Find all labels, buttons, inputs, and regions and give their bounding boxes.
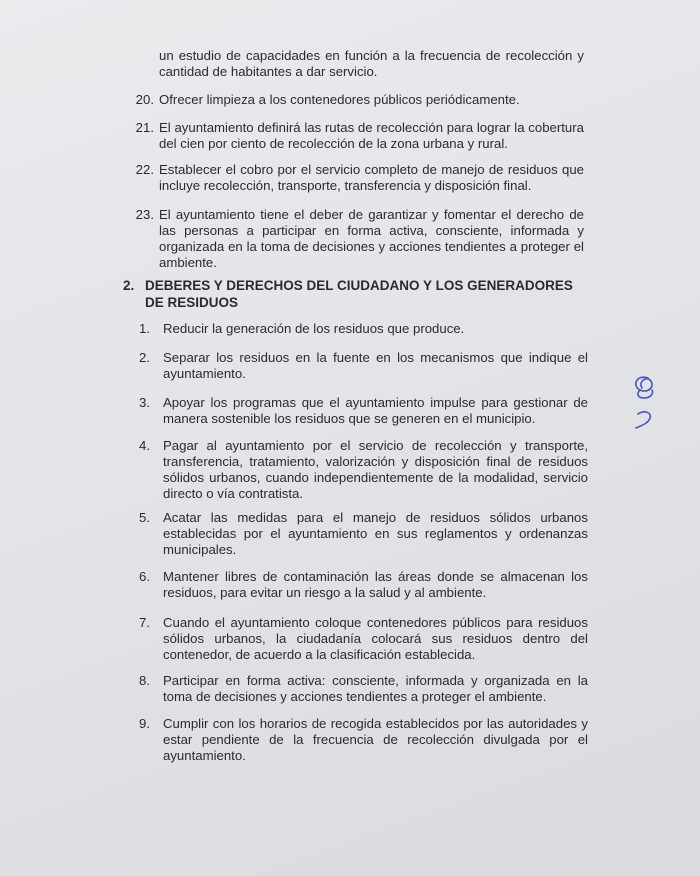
list-item-text: Apoyar los programas que el ayuntamiento impulse para gestionar de manera sostenible los residuos que se generen en el municipio.	[163, 395, 588, 426]
list-item-text: Reducir la generación de los residuos que produce.	[163, 321, 465, 336]
list-item-text: Establecer el cobro por el servicio completo de manejo de residuos que incluye recolección, transporte, transferencia y disposición final.	[159, 162, 584, 193]
list-item-text: El ayuntamiento definirá las rutas de recolección para lograr la cobertura del cien por ciento de recolección de la zona urbana y rural.	[159, 120, 584, 151]
list-item-text: Ofrecer limpieza a los contenedores públicos periódicamente.	[159, 92, 520, 107]
list-item-text: Pagar al ayuntamiento por el servicio de recolección y transporte, transferencia, tratamiento, valorización y disposición final de residuos sólidos urbanos, cuando independientemente de la modalidad, servicio directo o vía contratista.	[163, 438, 588, 501]
list-item-number: 7.	[139, 615, 150, 630]
list-item-number: 20.	[135, 92, 154, 107]
list-item-text: Cumplir con los horarios de recogida establecidos por las autoridades y estar pendiente de la frecuencia de recolección divulgada por el ayuntamiento.	[163, 716, 588, 763]
section-number: 2.	[123, 278, 135, 293]
list-item-text: Cuando el ayuntamiento coloque contenedores públicos para residuos sólidos urbanos, la ciudadanía colocará sus residuos dentro del contenedor, de acuerdo a la clasificación establecida.	[163, 615, 588, 662]
list-item-number: 9.	[139, 716, 150, 731]
list-item-number: 2.	[139, 350, 150, 365]
list-item-number: 8.	[139, 673, 150, 688]
list-item-text: Acatar las medidas para el manejo de residuos sólidos urbanos establecidas por el ayuntamiento en sus reglamentos y ordenanzas municipales.	[163, 510, 588, 557]
list-item-number: 23.	[135, 207, 154, 222]
list-item-number: 22.	[135, 162, 154, 177]
list-item-text: El ayuntamiento tiene el deber de garantizar y fomentar el derecho de las personas a participar en forma activa, consciente, informada y organizada en la toma de decisiones y acciones tendientes a proteger el ambiente.	[159, 207, 584, 270]
list-item-text: Participar en forma activa: consciente, informada y organizada en la toma de decisiones y acciones tendientes a proteger el ambiente.	[163, 673, 588, 704]
handwritten-mark-icon	[626, 368, 666, 438]
list-item-number: 1.	[139, 321, 150, 336]
list-item-number: 6.	[139, 569, 150, 584]
list-item-number: 3.	[139, 395, 150, 410]
list-item-number: 5.	[139, 510, 150, 525]
continuation-text: un estudio de capacidades en función a la frecuencia de recolección y cantidad de habitantes a dar servicio.	[159, 48, 584, 79]
list-item-text: Mantener libres de contaminación las áreas donde se almacenan los residuos, para evitar un riesgo a la salud y al ambiente.	[163, 569, 588, 600]
section-title: DEBERES Y DERECHOS DEL CIUDADANO Y LOS GENERADORES DE RESIDUOS	[145, 278, 573, 310]
list-item-number: 4.	[139, 438, 150, 453]
list-item-text: Separar los residuos en la fuente en los mecanismos que indique el ayuntamiento.	[163, 350, 588, 381]
list-item-number: 21.	[135, 120, 154, 135]
